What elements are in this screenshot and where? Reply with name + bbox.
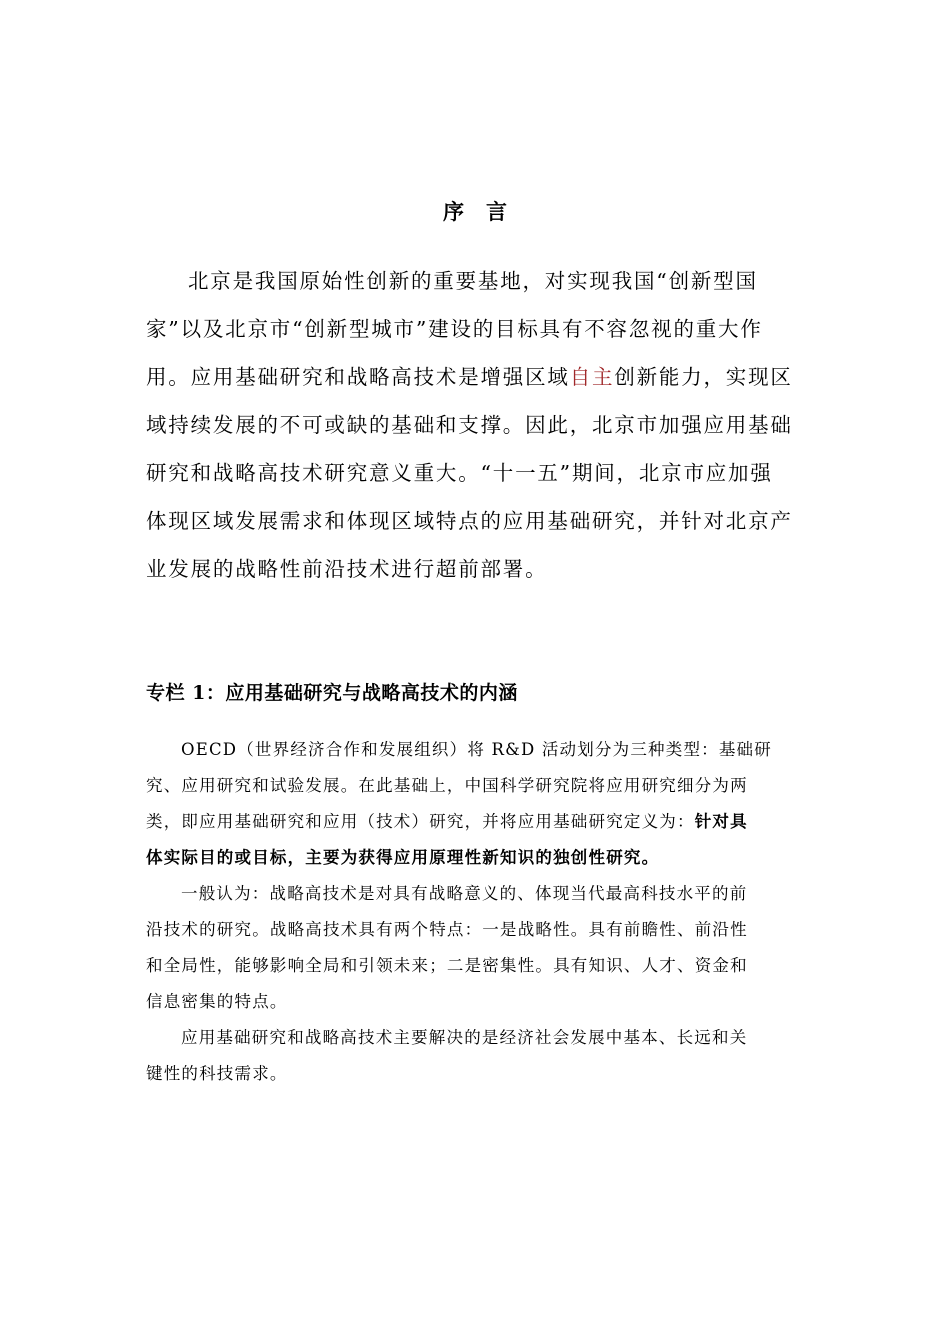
box-line: OECD（世界经济合作和发展组织）将 R&D 活动划分为三种类型：基础研 — [181, 740, 772, 759]
intro-line — [146, 362, 806, 410]
intro-line: 北京是我国原始性创新的重要基地，对实现我国“创新型国 — [188, 269, 758, 293]
box-line: 沿技术的研究。战略高技术具有两个特点：一是战略性。具有前瞻性、前沿性 — [146, 920, 748, 939]
bold-definition-text: 针对具 — [694, 812, 748, 831]
box-line: 和全局性，能够影响全局和引领未来；二是密集性。具有知识、人才、资金和 — [146, 956, 748, 975]
box-line: 应用基础研究和战略高技术主要解决的是经济社会发展中基本、长远和关 — [181, 1028, 748, 1047]
intro-line: 家”以及北京市“创新型城市”建设的目标具有不容忽视的重大作 — [146, 317, 763, 341]
box-line: 键性的科技需求。 — [146, 1064, 288, 1083]
intro-text: 创新能力，实现区 — [614, 365, 793, 389]
box-line — [146, 810, 806, 846]
box-line: 信息密集的特点。 — [146, 992, 288, 1011]
box-line: 究、应用研究和试验发展。在此基础上，中国科学研究院将应用研究细分为两 — [146, 776, 748, 795]
box-content — [146, 738, 806, 1098]
page-title — [0, 196, 950, 226]
intro-line: 域持续发展的不可或缺的基础和支撑。因此，北京市加强应用基础 — [146, 413, 793, 437]
bold-definition-line: 体实际目的或目标，主要为获得应用原理性新知识的独创性研究。 — [146, 848, 660, 867]
intro-line: 体现区域发展需求和体现区域特点的应用基础研究，并针对北京产 — [146, 509, 793, 533]
title-part-1: 序 — [443, 199, 464, 224]
highlighted-text: 自主 — [569, 365, 615, 389]
box-heading: 专栏 1：应用基础研究与战略高技术的内涵 — [146, 682, 518, 704]
title-part-2: 言 — [486, 199, 507, 224]
intro-line: 业发展的战略性前沿技术进行超前部署。 — [146, 557, 548, 581]
intro-text: 用。应用基础研究和战略高技术是增强区域 — [146, 365, 570, 389]
box-line: 一般认为：战略高技术是对具有战略意义的、体现当代最高科技水平的前 — [181, 884, 748, 903]
intro-line: 研究和战略高技术研究意义重大。“十一五”期间，北京市应加强 — [146, 461, 773, 485]
intro-paragraph — [146, 266, 806, 602]
box-text: 类，即应用基础研究和应用（技术）研究，并将应用基础研究定义为： — [146, 812, 695, 831]
